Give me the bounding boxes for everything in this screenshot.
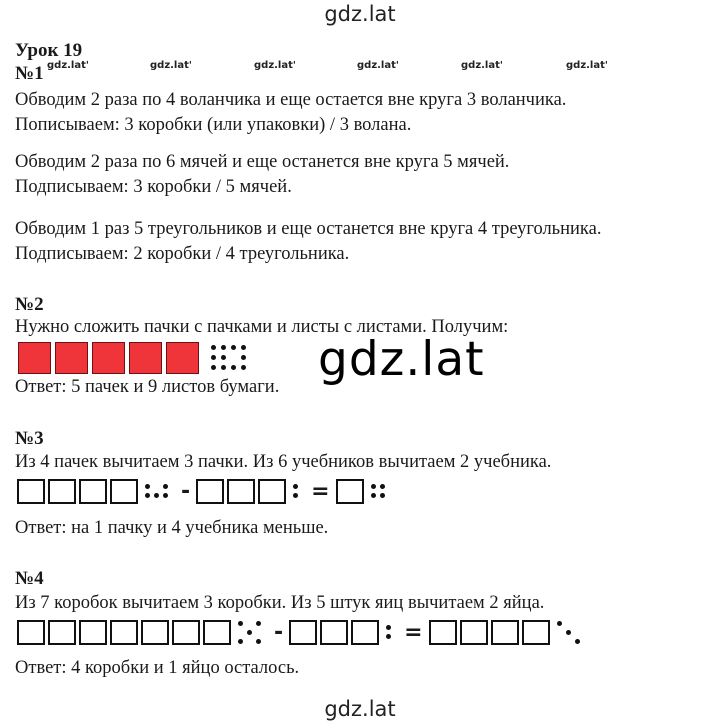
task1-line: Подписываем: 3 коробки / 5 мячей. xyxy=(15,177,292,197)
dots xyxy=(293,484,299,499)
square xyxy=(48,479,76,504)
watermark-small: gdz.lat' xyxy=(150,60,192,71)
sheets-dots xyxy=(211,345,256,371)
watermark-small: gdz.lat' xyxy=(254,60,296,71)
task4-text: Из 7 коробок вычитаем 3 коробки. Из 5 штук яиц вычитаем 2 яйца. xyxy=(15,593,545,613)
square xyxy=(227,479,255,504)
square xyxy=(336,479,364,504)
task2-number: №2 xyxy=(15,294,44,315)
equals-sign: = xyxy=(311,478,330,504)
square xyxy=(172,620,200,645)
task4-answer: Ответ: 4 коробки и 1 яйцо осталось. xyxy=(15,658,300,678)
watermark-small: gdz.lat' xyxy=(47,60,89,71)
packs-illustration xyxy=(18,342,262,374)
task2-answer: Ответ: 5 пачек и 9 листов бумаги. xyxy=(15,377,280,397)
equals-sign: = xyxy=(404,619,423,645)
watermark-bottom: gdz.lat xyxy=(324,697,396,721)
square xyxy=(320,620,348,645)
dots xyxy=(145,484,169,499)
task2-text: Нужно сложить пачки с пачками и листы с листами. Получим: xyxy=(15,317,509,337)
dots xyxy=(386,625,392,640)
minus-sign: - xyxy=(181,478,191,504)
task3-answer: Ответ: на 1 пачку и 4 учебника меньше. xyxy=(15,518,329,538)
pack-box xyxy=(92,342,125,374)
task4-number: №4 xyxy=(15,568,44,589)
square xyxy=(110,479,138,504)
square xyxy=(17,620,45,645)
dots xyxy=(557,621,581,645)
task1-line: Подписываем: 2 коробки / 4 треугольника. xyxy=(15,244,350,264)
square xyxy=(110,620,138,645)
task1-line: Пописываем: 3 коробки (или упаковки) / 3 волана. xyxy=(15,115,412,135)
square xyxy=(79,620,107,645)
square xyxy=(203,620,231,645)
task3-number: №3 xyxy=(15,428,44,449)
watermark-small: gdz.lat' xyxy=(461,60,503,71)
square xyxy=(141,620,169,645)
square xyxy=(48,620,76,645)
task1-number: №1 xyxy=(15,63,44,84)
square xyxy=(429,620,457,645)
dots xyxy=(371,484,386,499)
task3-diagram xyxy=(17,479,392,504)
square xyxy=(491,620,519,645)
square xyxy=(79,479,107,504)
pack-box xyxy=(55,342,88,374)
minus-sign: - xyxy=(274,619,284,645)
task1-line: Обводим 1 раз 5 треугольников и еще останется вне круга 4 треугольника. xyxy=(15,219,602,239)
pack-box xyxy=(18,342,51,374)
lesson-title: Урок 19 xyxy=(15,40,83,61)
square xyxy=(460,620,488,645)
task4-diagram xyxy=(17,620,587,645)
dots xyxy=(238,621,262,645)
square xyxy=(17,479,45,504)
square xyxy=(258,479,286,504)
watermark-top: gdz.lat xyxy=(324,2,396,26)
pack-box xyxy=(129,342,162,374)
watermark-large: gdz.lat xyxy=(318,332,485,387)
square xyxy=(522,620,550,645)
task1-line: Обводим 2 раза по 4 воланчика и еще остается вне круга 3 воланчика. xyxy=(15,90,567,110)
pack-box xyxy=(166,342,199,374)
task1-line: Обводим 2 раза по 6 мячей и еще останется вне круга 5 мячей. xyxy=(15,152,510,172)
watermark-small: gdz.lat' xyxy=(566,60,608,71)
square xyxy=(196,479,224,504)
square xyxy=(289,620,317,645)
task3-text: Из 4 пачек вычитаем 3 пачки. Из 6 учебников вычитаем 2 учебника. xyxy=(15,452,552,472)
square xyxy=(351,620,379,645)
watermark-small: gdz.lat' xyxy=(357,60,399,71)
